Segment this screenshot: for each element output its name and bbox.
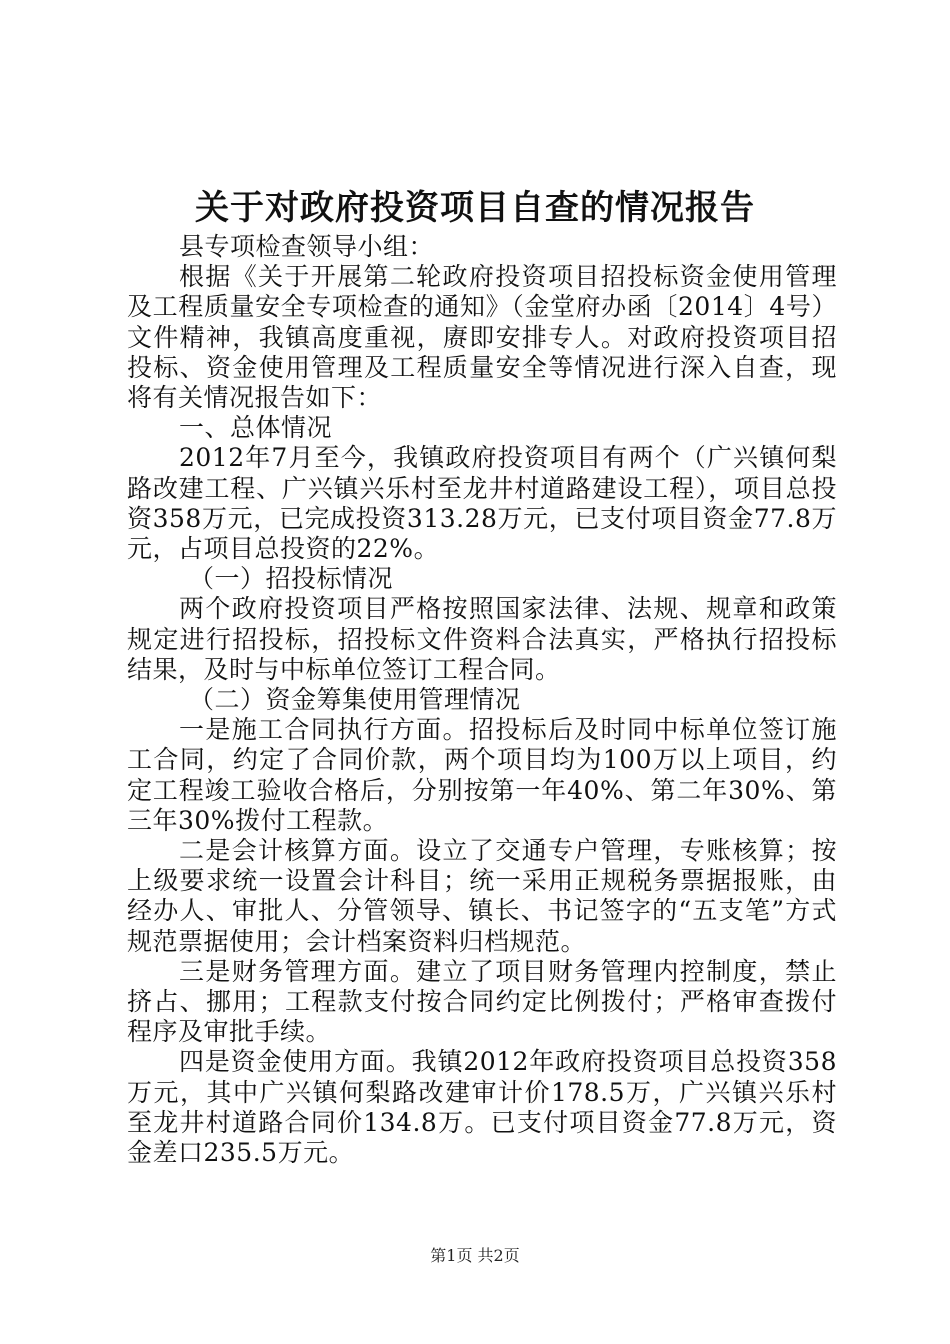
paragraph-intro: 根据《关于开展第二轮政府投资项目招投标资金使用管理及工程质量安全专项检查的通知》（金堂府办函〔2014〕4号）文件精神，我镇高度重视，赓即安排专人。对政府投资项目招投标、资金使用管理及工程质量安全等情况进行深入自查，现将有关情况报告如下： — [127, 262, 837, 413]
heading-funding: （二）资金筹集使用管理情况 — [189, 685, 521, 715]
heading-overview: 一、总体情况 — [179, 413, 333, 443]
salutation: 县专项检查领导小组： — [179, 232, 435, 261]
paragraph-bidding: 两个政府投资项目严格按照国家法律、法规、规章和政策规定进行招投标，招投标文件资料合法真实，严格执行招投标结果，及时与中标单位签订工程合同。 — [127, 594, 837, 684]
document-body — [127, 232, 837, 1168]
page-footer: 第1页 共2页 — [430, 1246, 520, 1265]
document-title: 关于对政府投资项目自查的情况报告 — [195, 188, 755, 228]
paragraph-contract: 一是施工合同执行方面。招投标后及时同中标单位签订施工合同，约定了合同价款，两个项目均为100万以上项目，约定工程竣工验收合格后，分别按第一年40%、第二年30%、第三年30%拨付工程款。 — [127, 715, 837, 835]
paragraph-accounting: 二是会计核算方面。设立了交通专户管理，专账核算；按上级要求统一设置会计科目；统一采用正规税务票据报账，由经办人、审批人、分管领导、镇长、书记签字的“五支笔”方式规范票据使用；会计档案资料归档规范。 — [127, 836, 837, 956]
paragraph-overview: 2012年7月至今，我镇政府投资项目有两个（广兴镇何梨路改建工程、广兴镇兴乐村至龙井村道路建设工程），项目总投资358万元，已完成投资313.28万元，已支付项目资金77.8万元，占项目总投资的22%。 — [127, 443, 837, 564]
paragraph-fund-usage: 四是资金使用方面。我镇2012年政府投资项目总投资358万元，其中广兴镇何梨路改建审计价178.5万，广兴镇兴乐村至龙井村道路合同价134.8万。已支付项目资金77.8万元，资金差口235.5万元。 — [127, 1047, 837, 1168]
paragraph-financial-management: 三是财务管理方面。建立了项目财务管理内控制度，禁止挤占、挪用；工程款支付按合同约定比例拨付；严格审查拨付程序及审批手续。 — [127, 956, 837, 1047]
heading-bidding: （一）招投标情况 — [189, 564, 394, 594]
